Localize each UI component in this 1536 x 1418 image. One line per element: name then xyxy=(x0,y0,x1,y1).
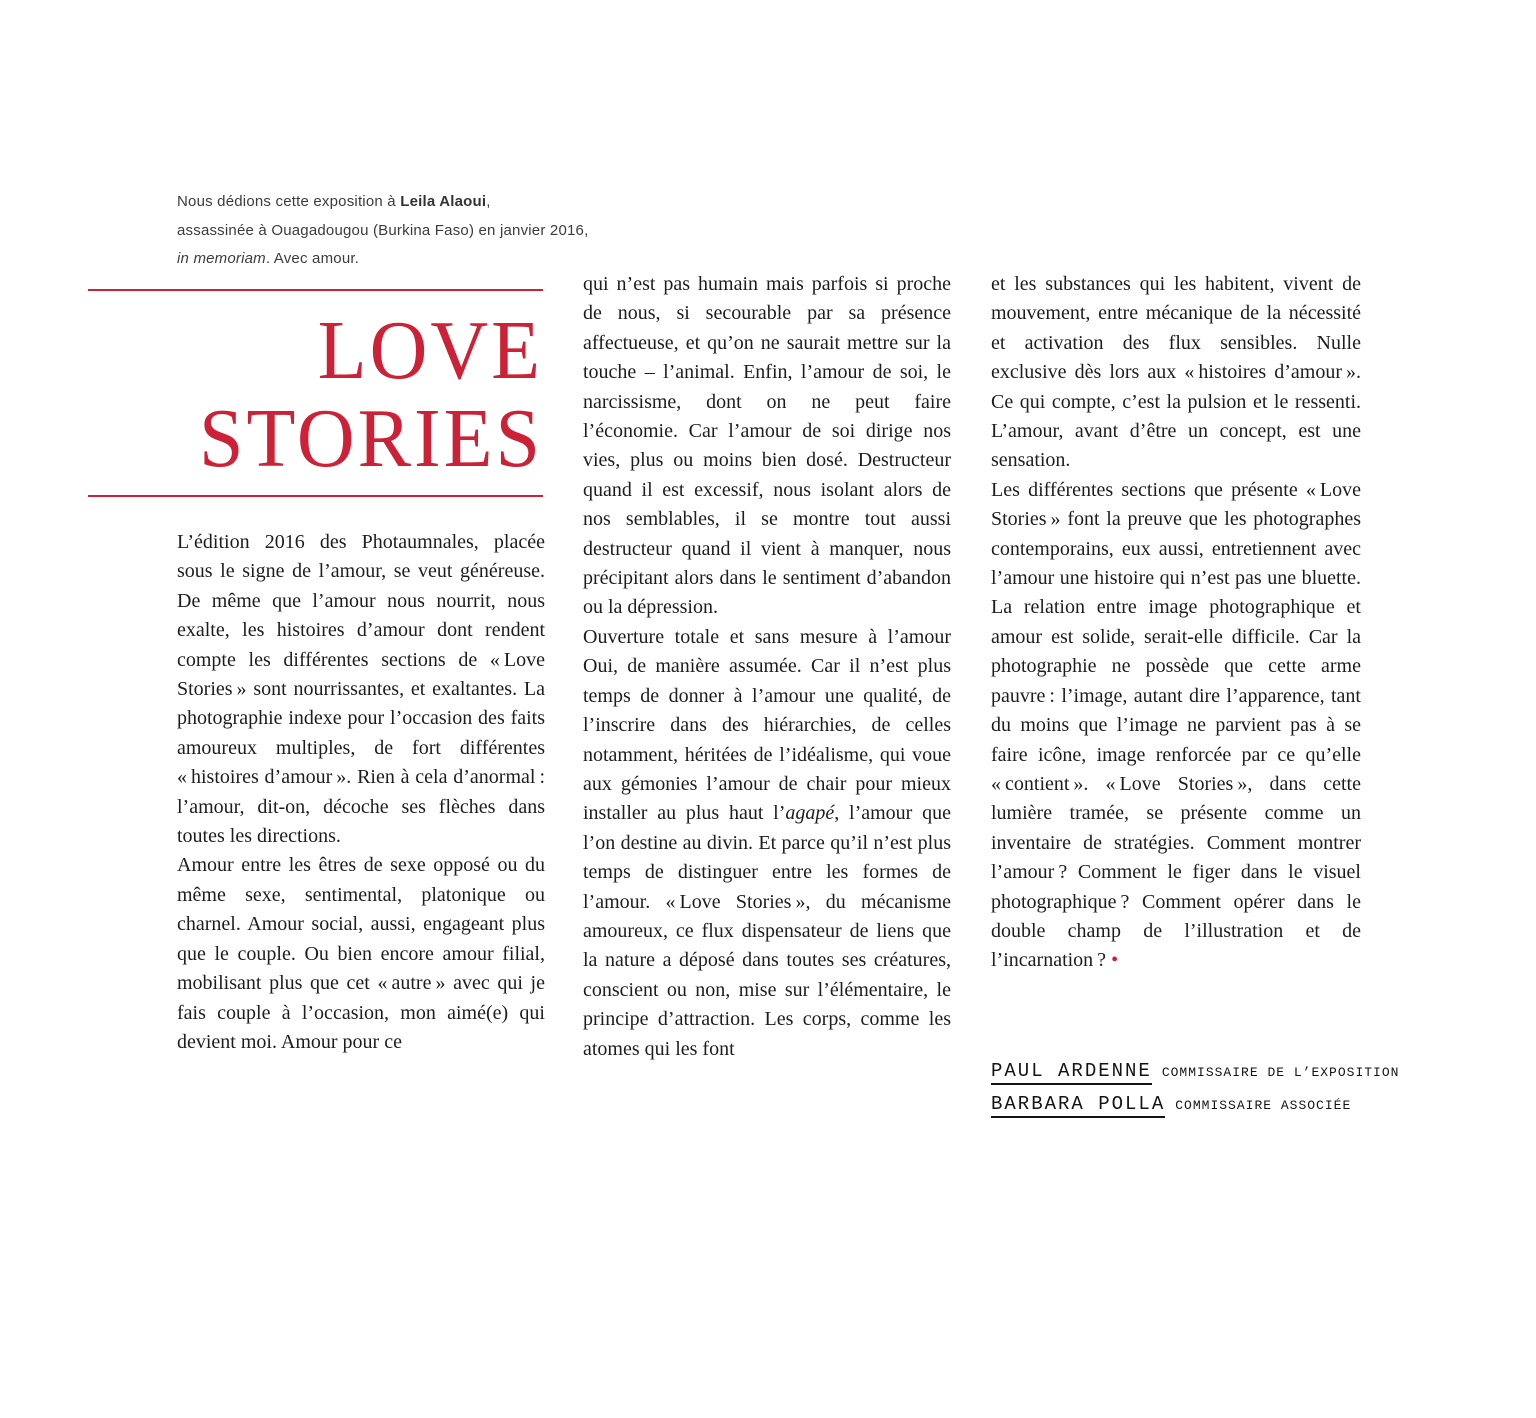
credits-block xyxy=(991,1061,1399,1127)
dedication-line-3 xyxy=(177,245,607,274)
paragraph xyxy=(991,476,1361,976)
credit-row-associate-curator xyxy=(991,1094,1399,1118)
paragraph-text: Ouverture totale et sans mesure à l’amour Oui, de manière assumée. Car il n’est plus temps de donner à l’amour une qualité, de l’inscrire dans des hiérarchies, de celles notamment, héritées de l’idéalisme, qui voue aux gémonies l’amour de chair pour mieux installer au plus haut l’ xyxy=(583,625,951,825)
page-title xyxy=(88,291,543,495)
dedication-text: Nous dédions cette exposition à xyxy=(177,193,401,210)
paragraph: Amour entre les êtres de sexe opposé ou du même sexe, sentimental, platonique ou charnel. Amour social, aussi, engageant plus que le couple. Ou bien encore amour filial, mobilisant plus que cet « autre » avec qui je fais couple à l’occasion, mon aimé(e) qui devient moi. Amour pour ce xyxy=(177,854,545,1053)
title-line-love: LOVE xyxy=(317,305,543,397)
paragraph: et les substances qui les habitent, vivent de mouvement, entre mécanique de la nécessité et activation des flux sensibles. Nulle exclusive dès lors aux « histoires d’amour ». Ce qui compte, c’est la pulsion et le ressenti. L’amour, avant d’être un concept, est une sensation. xyxy=(991,273,1361,472)
agape-italic: agapé xyxy=(785,802,835,825)
red-rule-bottom xyxy=(88,495,543,497)
title-block xyxy=(88,289,543,497)
paragraph xyxy=(583,623,951,1064)
title-line-stories: STORIES xyxy=(198,393,543,485)
paragraph-text: , l’amour que l’on destine au divin. Et parce qu’il n’est plus temps de distinguer entre les formes de l’amour. « Love Stories », du mécanisme amoureux, ce flux dispensateur de liens que la nature a déposé dans toutes ses créatures, conscient ou non, mise sur l’élémentaire, le principe d’attraction. Les corps, comme les atomes qui les font xyxy=(583,802,951,1060)
dedication-block xyxy=(177,188,607,274)
curator-name: PAUL ARDENNE xyxy=(991,1061,1152,1085)
credit-row-curator xyxy=(991,1061,1399,1085)
dedication-comma: , xyxy=(486,193,491,210)
paragraph-text: Les différentes sections que présente « Love Stories » font la preuve que les photographes contemporains, eux aussi, entretiennent avec l’amour une histoire qui n’est pas une bluette. La relation entre image photographique et amour est solide, serait-elle difficile. Car la photographie ne possède que cette arme pauvre : l’image, autant dire l’apparence, tant du moins que l’image ne parvient pas à se faire icône, image renforcée par ce qu’elle « contient ». « Love Stories », dans cette lumière tramée, se présente comme un inventaire de stratégies. Comment montrer l’amour ? Comment le figer dans le visuel photographique ? Comment opérer dans le double champ de l’illustration et de l’incarnation ? xyxy=(991,478,1361,972)
end-of-article-bullet: • xyxy=(1111,949,1119,972)
text-column-1 xyxy=(177,528,545,1057)
in-memoriam-italic: in memoriam xyxy=(177,250,266,267)
text-column-3 xyxy=(991,270,1361,976)
dedication-line-2: assassinée à Ouagadougou (Burkina Faso) en janvier 2016, xyxy=(177,221,589,239)
dedication-closing: . Avec amour. xyxy=(265,250,360,267)
dedication-line-1 xyxy=(177,188,607,217)
dedicatee-name: Leila Alaoui xyxy=(400,193,487,210)
associate-curator-role: COMMISSAIRE ASSOCIÉE xyxy=(1175,1098,1352,1113)
paragraph: qui n’est pas humain mais parfois si proche de nous, si secourable par sa présence affectueuse, et qu’on ne saurait mettre sur la touche – l’animal. Enfin, l’amour de soi, le narcissisme, dont on ne peut faire l’économie. Car l’amour de soi dirige nos vies, plus ou moins bien dosé. Destructeur quand il est excessif, nous isolant alors de nos semblables, il se montre tout aussi destructeur quand il vient à manquer, nous précipitant alors dans le sentiment d’abandon ou la dépression. xyxy=(583,273,951,619)
associate-curator-name: BARBARA POLLA xyxy=(991,1094,1165,1118)
curator-role: COMMISSAIRE DE L’EXPOSITION xyxy=(1161,1065,1400,1080)
paragraph: L’édition 2016 des Photaumnales, placée sous le signe de l’amour, se veut généreuse. De même que l’amour nous nourrit, nous exalte, les histoires d’amour dont rendent compte les différentes sections de « Love Stories » sont nourrissantes, et exaltantes. La photographie indexe pour l’occasion des faits amoureux multiples, de fort différentes « histoires d’amour ». Rien à cela d’anormal : l’amour, dit-on, décoche ses flèches dans toutes les directions. xyxy=(177,531,545,848)
text-column-2 xyxy=(583,270,951,1064)
